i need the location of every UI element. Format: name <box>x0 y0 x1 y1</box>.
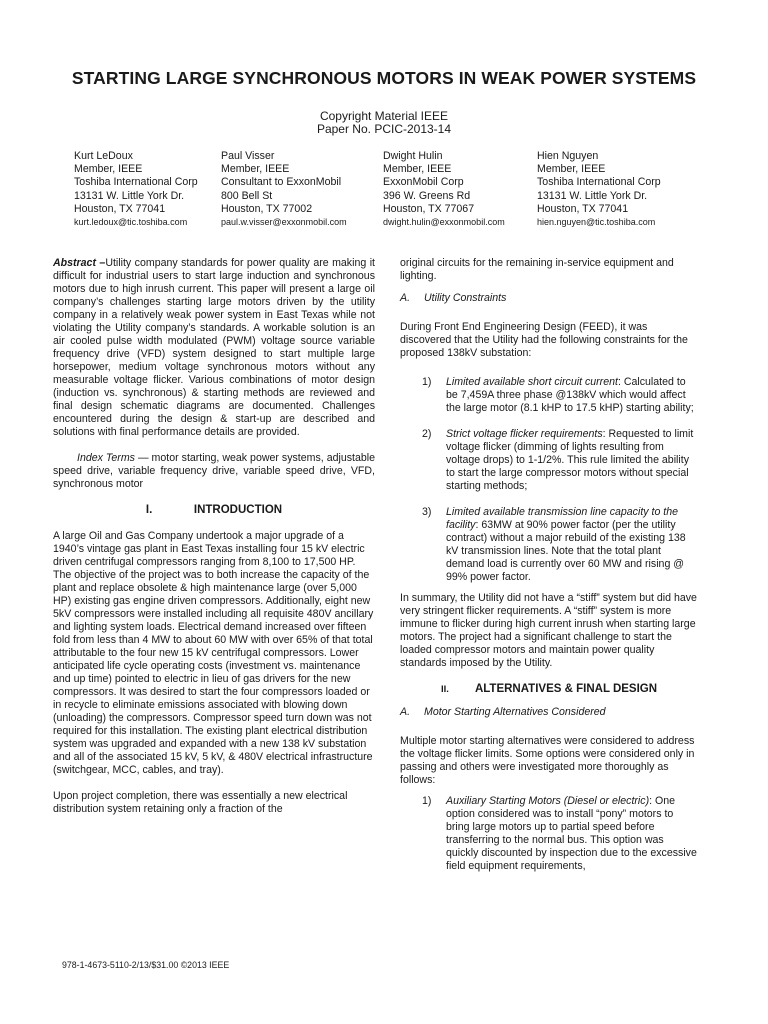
paragraph: During Front End Engineering Design (FEED), it was discovered that the Utility had the following constraints for the proposed 138kV substation: <box>400 321 688 359</box>
author-city: Houston, TX 77002 <box>221 202 313 215</box>
section-title: INTRODUCTION <box>193 504 283 516</box>
right-column <box>400 257 698 873</box>
subsection-label: A. <box>400 292 411 304</box>
subsection-heading <box>400 706 698 719</box>
author-street: 396 W. Greens Rd <box>383 189 471 202</box>
section-number: II. <box>440 684 449 695</box>
author-city: Houston, TX 77041 <box>537 202 629 215</box>
list-item-number: 3) <box>422 506 432 518</box>
list-item-heading: Auxiliary Starting Motors (Diesel or electric) <box>446 795 650 807</box>
author-organization: Toshiba International Corp <box>74 176 198 189</box>
author-name: Hien Nguyen <box>537 150 599 162</box>
index-terms-label: Index Terms <box>77 452 135 464</box>
list-item-number: 2) <box>422 428 432 440</box>
author-email: paul.w.visser@exxonmobil.com <box>221 217 347 228</box>
list-item-text: : Requested to limit voltage flicker (dimming of lights resulting from voltage drops) to 1-1/2%. This rule limited the ability to start the large compressor motors without special starting methods; <box>446 428 694 492</box>
author-street: 800 Bell St <box>221 189 273 202</box>
index-terms <box>53 452 375 491</box>
subsection-title: Utility Constraints <box>424 292 507 304</box>
author-street: 13131 W. Little York Dr. <box>74 189 185 202</box>
list-item-number: 1) <box>422 376 432 388</box>
section-heading <box>400 683 698 696</box>
list-item <box>400 795 698 873</box>
author-name: Kurt LeDoux <box>74 150 133 162</box>
author-block <box>74 150 198 229</box>
list-item <box>400 428 698 493</box>
list-item <box>400 506 698 584</box>
author-organization: Consultant to ExxonMobil <box>221 176 342 189</box>
author-organization: ExxonMobil Corp <box>383 176 464 189</box>
author-block <box>221 150 347 229</box>
abstract-text: Utility company standards for power quality are making it difficult for industrial users to start large induction and synchronous motors due to high inrush current. This paper will present a large oil company’s challenges starting large motors driven by the utility company in a relatively weak power system in East Texas while not violating the Utility company’s standards. A workable solution is an air cooled pulse width modulated (PWM) voltage source variable frequency drive (VFD) system designed to start multiple large horsepower, medium voltage synchronous motors without any measurable voltage flicker. Various combinations of motor design (induction vs. synchronous) & starting methods are reviewed and final design schematic diagrams are documented. Challenges encountered during the design & start-up are described and solutions with final performance details are provided. <box>53 257 375 438</box>
author-block <box>537 150 661 229</box>
left-column <box>53 257 375 816</box>
copyright-line: Copyright Material IEEE <box>319 109 449 123</box>
author-membership: Member, IEEE <box>537 163 606 176</box>
author-membership: Member, IEEE <box>74 163 143 176</box>
list-item-heading: Limited available short circuit current <box>446 376 618 388</box>
list-item-number: 1) <box>422 795 432 807</box>
author-block <box>383 150 505 229</box>
list-item <box>400 376 698 415</box>
copyright-footer: 978-1-4673-5110-2/13/$31.00 ©2013 IEEE <box>62 960 230 970</box>
index-terms-text: — motor starting, weak power systems, adjustable speed drive, variable frequency drive, variable speed drive, VFD, synchronous motor <box>53 452 375 490</box>
intro-paragraph: Upon project completion, there was essentially a new electrical distribution system retaining only a fraction of the <box>53 790 348 815</box>
author-membership: Member, IEEE <box>383 163 452 176</box>
author-organization: Toshiba International Corp <box>537 176 661 189</box>
author-email: kurt.ledoux@tic.toshiba.com <box>74 217 188 228</box>
paragraph: Multiple motor starting alternatives were considered to address the voltage flicker limits. Some options were considered only in passing and others were investigated more thoroughly as follows: <box>400 735 695 786</box>
paper-title: STARTING LARGE SYNCHRONOUS MOTORS IN WEAK POWER SYSTEMS <box>71 68 697 88</box>
author-membership: Member, IEEE <box>221 163 290 176</box>
subsection-label: A. <box>400 706 411 718</box>
author-street: 13131 W. Little York Dr. <box>537 189 648 202</box>
list-item-text: : Calculated to be 7,459A three phase @138kV which would affect the large motor (8.1 kHP to 17.5 kHP) starting ability; <box>446 376 694 414</box>
paper-number: Paper No. PCIC-2013-14 <box>316 122 452 136</box>
author-name: Dwight Hulin <box>383 150 443 162</box>
list-item-heading: Limited available transmission line capacity to the facility <box>446 506 679 531</box>
abstract <box>53 257 375 439</box>
section-heading <box>53 504 375 517</box>
subsection-heading <box>400 292 698 305</box>
author-name: Paul Visser <box>221 150 275 162</box>
list-item-heading: Strict voltage flicker requirements <box>446 428 603 440</box>
intro-paragraph-continued: original circuits for the remaining in-service equipment and lighting. <box>400 257 674 282</box>
abstract-label: Abstract – <box>53 257 106 269</box>
list-item-text: : 63MW at 90% power factor (per the utility contract) without a major rebuild of the existing 138 kV transmission lines. Note that the total plant demand load is currently over 60 MW and rising @ 99% power factor. <box>446 519 686 583</box>
subsection-title: Motor Starting Alternatives Considered <box>424 706 606 718</box>
author-city: Houston, TX 77067 <box>383 202 475 215</box>
intro-paragraph: A large Oil and Gas Company undertook a major upgrade of a 1940’s vintage gas plant in East Texas installing four 15 kV electric driven centrifugal compressors ranging from 8,100 to 17,500 HP. The objective of the project was to both increase the capacity of the plant and replace obsolete & high maintenance large (over 5,000 HP) existing gas engine driven compressors. Additionally, eight new 5kV compressors were installed including all requisite 480V ancillary and lighting system loads. Electrical demand increased over fifteen fold from less than 4 MW to about 60 MW with over 65% of that total attributable to the four new 15 kV centrifugal compressors. Lower anticipated life cycle operating costs (investment vs. maintenance and up time) pointed to electric in lieu of gas drivers for the new compressors. It was desired to start the four compressors loaded or in recycle to eliminate emissions associated with blowing down (unloading) the compressors. Compressor speed turn down was not required for this installation. The existing plant electrical distribution system was upgraded and expanded with a new 138 kV substation and all of the associated 15 kV, 5 kV, & 480V electrical infrastructure (switchgear, MCC, cables, and tray). <box>53 530 374 776</box>
section-number: I. <box>145 504 153 516</box>
list-item-text: : One option considered was to install “pony” motors to bring large motors up to partial speed before transferring to the normal bus. This option was quickly discounted by inspection due to the excessive field equipment requirements, <box>446 795 697 872</box>
author-city: Houston, TX 77041 <box>74 202 166 215</box>
author-email: dwight.hulin@exxonmobil.com <box>383 217 505 228</box>
paragraph: In summary, the Utility did not have a “stiff” system but did have very stringent flicker requirements. A “stiff” system is more immune to flicker during high current inrush when starting large motors. The project had a significant challenge to start the loaded compressor motors and maintain power quality standards imposed by the Utility. <box>400 592 697 669</box>
section-title: ALTERNATIVES & FINAL DESIGN <box>474 683 658 695</box>
author-email: hien.nguyen@tic.toshiba.com <box>537 217 656 228</box>
